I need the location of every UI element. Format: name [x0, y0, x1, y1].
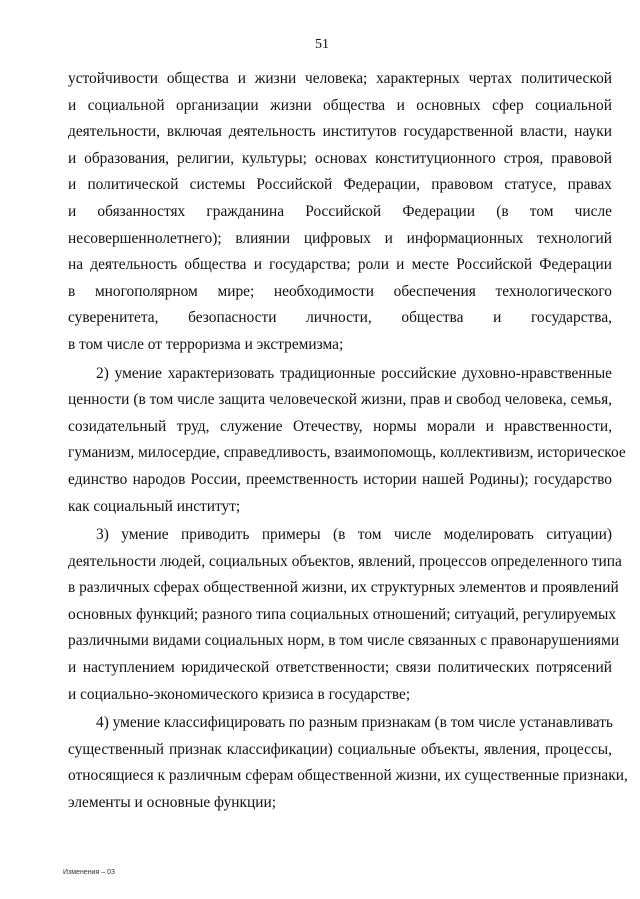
page-number: 51	[315, 37, 329, 52]
text-line: различными видами социальных норм, в том числе связанных с правонарушениями	[68, 632, 620, 650]
footer-revision-note: Изменения – 03	[63, 869, 115, 876]
paragraph-4	[68, 710, 628, 816]
text-line: деятельности людей, социальных объектов, явлений, процессов определенного типа	[68, 552, 622, 570]
text-line: деятельности, включая деятельность институтов государственной власти, науки	[68, 123, 612, 141]
text-line: как социальный институт;	[68, 497, 241, 515]
text-line: гуманизм, милосердие, справедливость, взаимопомощь, коллективизм, историческое	[68, 444, 626, 462]
text-line: суверенитета, безопасности личности, общества и государства,	[68, 309, 612, 327]
text-line: единство народов России, преемственность истории нашей Родины); государство	[68, 470, 612, 488]
text-line: и социальной организации жизни общества и основных сфер социальной	[68, 96, 612, 114]
text-line: ценности (в том числе защита человеческой жизни, прав и свобод человека, семья,	[68, 391, 612, 409]
text-line: 4) умение классифицировать по разным признакам (в том числе устанавливать	[96, 714, 613, 732]
text-line: несовершеннолетнего); влиянии цифровых и информационных технологий	[68, 229, 612, 247]
text-line: в том числе от терроризма и экстремизма;	[68, 335, 344, 353]
text-line: 2) умение характеризовать традиционные российские духовно-нравственные	[96, 364, 612, 382]
text-line: созидательный труд, служение Отечеству, нормы морали и нравственности,	[68, 417, 612, 435]
document-body	[68, 66, 628, 817]
text-line: 3) умение приводить примеры (в том числе моделировать ситуации)	[96, 526, 612, 544]
text-line: на деятельность общества и государства; роли и месте Российской Федерации	[68, 256, 612, 274]
text-line: в различных сферах общественной жизни, их структурных элементов и проявлений	[68, 579, 619, 597]
text-line: и социально-экономического кризиса в государстве;	[68, 685, 411, 703]
text-line: и обязанностях гражданина Российской Федерации (в том числе	[68, 202, 612, 220]
text-line: в многополярном мире; необходимости обеспечения технологического	[68, 282, 612, 300]
text-line: основных функций; разного типа социальных отношений; ситуаций, регулируемых	[68, 605, 617, 623]
text-line: и образования, религии, культуры; основах конституционного строя, правовой	[68, 149, 612, 167]
paragraph-2	[68, 361, 626, 521]
text-line: и наступлением юридической ответственности; связи политических потрясений	[68, 659, 612, 677]
text-line: относящиеся к различным сферам общественной жизни, их существенные признаки,	[68, 767, 628, 785]
paragraph-3	[68, 522, 622, 708]
text-line: устойчивости общества и жизни человека; характерных чертах политической	[68, 70, 612, 87]
text-line: существенный признак классификации) социальные объекты, явления, процессы,	[68, 740, 612, 758]
text-line: элементы и основные функции;	[68, 794, 276, 812]
paragraph-1	[68, 66, 612, 359]
text-line: и политической системы Российской Федерации, правовом статусе, правах	[68, 176, 612, 194]
